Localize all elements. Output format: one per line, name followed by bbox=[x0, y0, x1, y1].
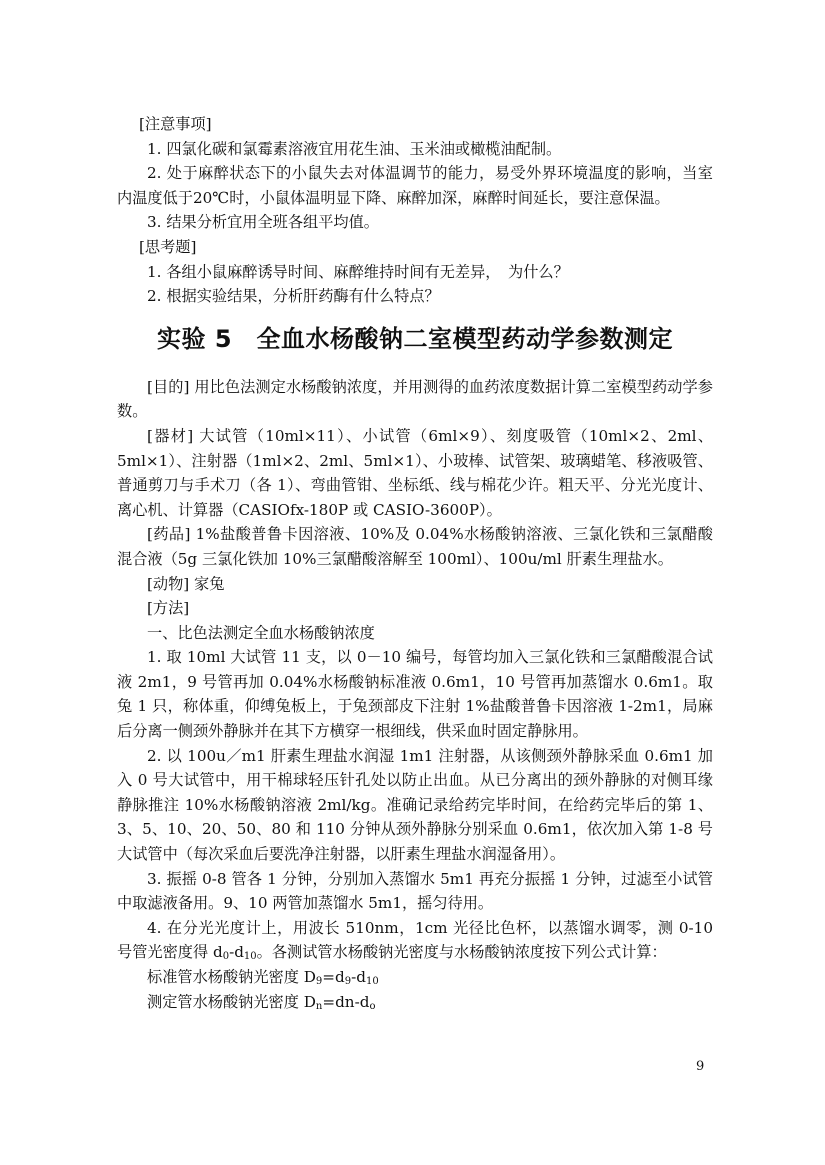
note-item-3: 3. 结果分析宜用全班各组平均值。 bbox=[147, 213, 379, 232]
formula2-text-b: =dn-d bbox=[322, 992, 370, 1011]
step4-text-b: -d bbox=[229, 943, 244, 962]
equipment-paragraph: [器材] 大试管（10ml×11）、小试管（6ml×9）、刻度吸管（10ml×2、2ml、5ml×1）、注射器（1ml×2、2ml、5ml×1）、小玻棒、试管架、玻璃蜡笔、移液吸管、普通剪刀与手术刀（各 1）、弯曲管钳、坐标纸、线与棉花少许。粗天平、分光光度计、离心机、计算器（CASIOfx-180P 或 CASIO-3600P）。 bbox=[117, 426, 713, 519]
step4-sub-2: 10 bbox=[243, 951, 257, 963]
formula2-text-a: 测定管水杨酸钠光密度 D bbox=[147, 992, 316, 1011]
step4-sub-1: 0 bbox=[222, 951, 230, 963]
experiment-title: 实验 5 全血水杨酸钠二室模型药动学参数测定 bbox=[156, 324, 674, 353]
formula1-text-c: -d bbox=[351, 968, 366, 986]
formula-standard bbox=[117, 965, 713, 990]
step4-text-c: 。各测试管水杨酸钠光密度与水杨酸钠浓度按下列公式计算： bbox=[256, 943, 667, 962]
note-item-1: 1. 四氯化碳和氯霉素溶液宜用花生油、玉米油或橄榄油配制。 bbox=[147, 139, 562, 158]
drugs-paragraph: [药品] 1%盐酸普鲁卡因溶液、10%及 0.04%水杨酸钠溶液、三氯化铁和三氯醋酸混合液（5g 三氯化铁加 10%三氯醋酸溶解至 100ml）、100u/ml 肝素生理盐水。 bbox=[117, 525, 713, 568]
animal-paragraph: [动物] 家兔 bbox=[147, 574, 225, 593]
method-step-3: 3. 振摇 0-8 管各 1 分钟，分别加入蒸馏水 5m1 再充分振摇 1 分钟，过滤至小试管中取滤液备用。9、10 两管加蒸馏水 5m1，摇匀待用。 bbox=[117, 869, 713, 913]
formula1-sub-2: 9 bbox=[344, 976, 352, 987]
question-item-1: 1. 各组小鼠麻醉诱导时间、麻醉维持时间有无差异， 为什么？ bbox=[147, 262, 569, 281]
formula2-sub-2: o bbox=[369, 1000, 376, 1012]
step4-text-a: 4. 在分光光度计上，用波长 510nm，1cm 光径比色杯，以蒸馏水调零，测 0-10 号管光密度得 d bbox=[117, 918, 713, 962]
questions-heading: [思考题] bbox=[139, 237, 197, 256]
page-number: 9 bbox=[696, 1059, 705, 1074]
method-step-2: 2. 以 100u／m1 肝素生理盐水润湿 1m1 注射器，从该侧颈外静脉采血 0.6m1 加入 0 号大试管中，用干棉球轻压针孔处以防止出血。从已分离出的颈外静脉的对侧耳缘静脉推注 10%水杨酸钠溶液 2ml/kg。准确记录给药完毕时间，在给药完毕后的第 1、3、5、10、20、50、80 和 110 分钟从颈外静脉分别采血 0.6m1，依次加入第 1-8 号大试管中（每次采血后要洗净注射器，以肝素生理盐水润湿备用）。 bbox=[117, 746, 713, 864]
method-heading: [方法] bbox=[147, 599, 190, 618]
method-step-1: 1. 取 10ml 大试管 11 支，以 0－10 编号，每管均加入三氯化铁和三氯醋酸混合试液 2m1，9 号管再加 0.04%水杨酸钠标准液 0.6m1，10 号管再加蒸馏水 0.6m1。取兔 1 只，称体重，仰缚兔板上，于兔颈部皮下注射 1%盐酸普鲁卡因溶液 1-2m1，局麻后分离一侧颈外静脉并在其下方横穿一根细线，供采血时固定静脉用。 bbox=[117, 648, 713, 741]
note-item-2: 2. 处于麻醉状态下的小鼠失去对体温调节的能力，易受外界环境温度的影响，当室内温度低于20℃时，小鼠体温明显下降、麻醉加深，麻醉时间延长，要注意保温。 bbox=[117, 164, 713, 207]
method-step-4 bbox=[117, 916, 713, 965]
formula-test bbox=[117, 990, 713, 1015]
section-heading-1: 一、比色法测定全血水杨酸钠浓度 bbox=[147, 623, 375, 642]
formula1-text-b: =d bbox=[322, 968, 345, 986]
page-content bbox=[117, 112, 713, 1014]
question-item-2: 2. 根据实验结果，分析肝药酶有什么特点？ bbox=[147, 287, 440, 306]
purpose-paragraph: [目的] 用比色法测定水杨酸钠浓度，并用测得的血药浓度数据计算二室模型药动学参数。 bbox=[117, 377, 713, 421]
formula1-sub-1: 9 bbox=[315, 976, 323, 987]
notes-heading: [注意事项] bbox=[139, 115, 212, 133]
formula1-text-a: 标准管水杨酸钠光密度 D bbox=[147, 968, 316, 986]
formula2-sub-1: n bbox=[315, 1000, 323, 1012]
formula1-sub-3: 10 bbox=[365, 976, 379, 987]
